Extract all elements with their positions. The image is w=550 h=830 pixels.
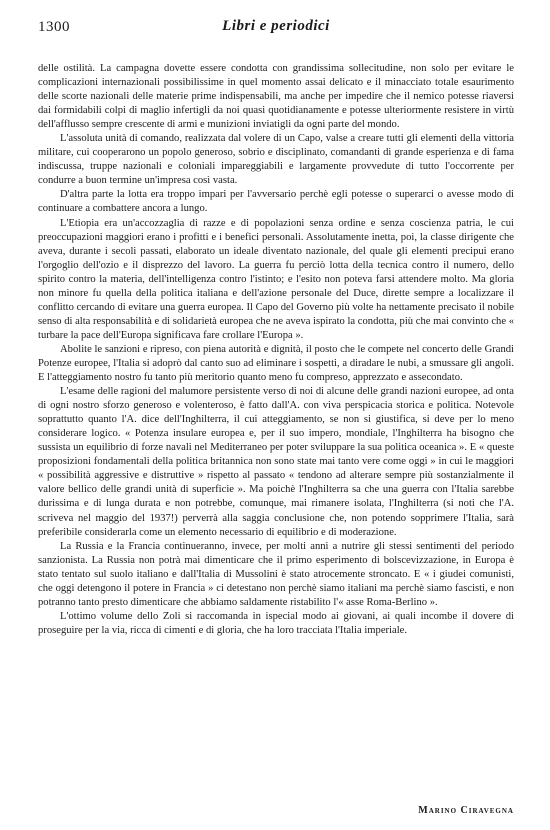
running-title: Libri e periodici <box>222 18 330 34</box>
article-body <box>38 62 514 638</box>
paragraph-6: L'esame delle ragioni del malumore persistente verso di noi di alcune delle grandi nazioni europee, ad onta di ogni nostro sforzo generoso e volenteroso, è fatto dall'A. con viva perspicacia storica e politica. Notevole soprattutto quanto l'A. dice dell'Inghilterra, il cui atteggiamento, se non si giustifica, si deve per lo meno considerare logico. « Potenza insulare europea e, per il suo impero, mondiale, l'Inghilterra ha bisogno che sussista un equilibrio di forze navali nel Mediterraneo per poter sviluppare la sua politica oceanica ». E « queste proposizioni fondamentali della politica britannica non sono state mai tanto vere come oggi » in cui le maggiori « possibilità aggressive e distruttive » rispetto al passato « tendono ad alterare sempre più sostanzialmente il valore bellico delle grandi unità di superficie ». Ma poichè l'Inghilterra sa che una guerra con l'Italia sarebbe durissima e di lunga durata e non potrebbe, comunque, mai rimanere isolata, l'Inghilterra (si noti che l'A. scriveva nel maggio del 1937!) perverrà alla saggia conclusione che, non potendo sopprimere l'Italia, sarà preferibile considerarla come un elemento necessario di equilibrio e di moderazione. <box>38 386 514 538</box>
author-signature: Marino Ciravegna <box>418 805 514 816</box>
paragraph-2: L'assoluta unità di comando, realizzata dal volere di un Capo, valse a creare tutti gli elementi della vittoria militare, cui cooperarono un popolo generoso, sobrio e disciplinato, comandanti di grande esperienza e di fama indiscussa, truppe nazionali e coloniali impareggiabili e largamente provvedute di tutto l'occorrente per condurre a buon termine un'impresa così vasta. <box>38 133 514 187</box>
page-header <box>38 17 514 39</box>
paragraph-8: L'ottimo volume dello Zoli si raccomanda in ispecial modo ai giovani, ai quali incombe il dovere di proseguire per la via, ricca di cimenti e di gloria, che ha loro tracciata l'Italia imperiale. <box>38 610 514 636</box>
paragraph-3: D'altra parte la lotta era troppo impari per l'avversario perchè egli potesse o superarci o avesse modo di continuare a combattere ancora a lungo. <box>38 189 514 215</box>
paragraph-1: delle ostilità. La campagna dovette essere condotta con grandissima sollecitudine, non solo per evitare le complicazioni internazionali possibilissime in quel momento assai delicato e il minacciato totale esaurimento delle scorte nazionali delle materie prime indispensabili, ma anche per impedire che il nemico potesse riaversi dai formidabili colpi di maglio infertigli da noi quasi quotidianamente e potesse ulteriormente resistere in virtù dell'afflusso sempre crescente di armi e munizioni inviatigli da ogni parte del mondo. <box>38 63 514 131</box>
paragraph-4: L'Etiopia era un'accozzaglia di razze e di popolazioni senza ordine e senza coscienza patria, le cui preoccupazioni maggiori erano i profitti e i benefici personali. Assolutamente inetta, poi, la classe dirigente che aveva, durante i secoli passati, elaborato un ideale diventato nazionale, del quale gli elementi precipui erano l'orgoglio dell'ozio e il disprezzo del lavoro. La guerra fu perciò lotta della tecnica contro il numero, dello spirito contro la materia, dell'intelligenza contro l'istinto; e l'esito non poteva farsi attendere molto. Ma gloria non minore fu quella della politica italiana e dell'azione personale del Duce, dirette sempre a localizzare il conflitto cercando di evitare una guerra europea. Il Capo del Governo più volte ha nettamente precisato il nobile senso di alta responsabilità e di solidarietà europea che ne aveva ispirato la condotta, più che mai convinto che « turbare la pace dell'Europa significava fare crollare l'Europa ». <box>38 217 514 341</box>
paragraph-7: La Russia e la Francia continueranno, invece, per molti anni a nutrire gli stessi sentimenti del periodo sanzionista. La Russia non potrà mai dimenticare che il primo esperimento di bolscevizzazione, in Europa è stato tentato sul suolo italiano e dall'Italia di Mussolini è stato atrocemente stroncato. E « i giudei comunisti, che oggi detengono il potere in Francia » ci detestano non perchè siamo italiani ma perchè siamo fascisti, e non potranno tanto presto dimenticare che abbiamo saldamente ristabilito l'« asse Roma-Berlino ». <box>38 540 514 608</box>
paragraph-5: Abolite le sanzioni e ripreso, con piena autorità e dignità, il posto che le compete nel concerto delle Grandi Potenze europee, l'Italia si adoprò dal canto suo ad eliminare i sospetti, a diradare le nubi, a smussare gli angoli. E l'atteggiamento nostro fu tanto più meritorio quanto meno fu compreso, apprezzato e assecondato. <box>38 343 514 384</box>
page-number: 1300 <box>38 19 70 35</box>
